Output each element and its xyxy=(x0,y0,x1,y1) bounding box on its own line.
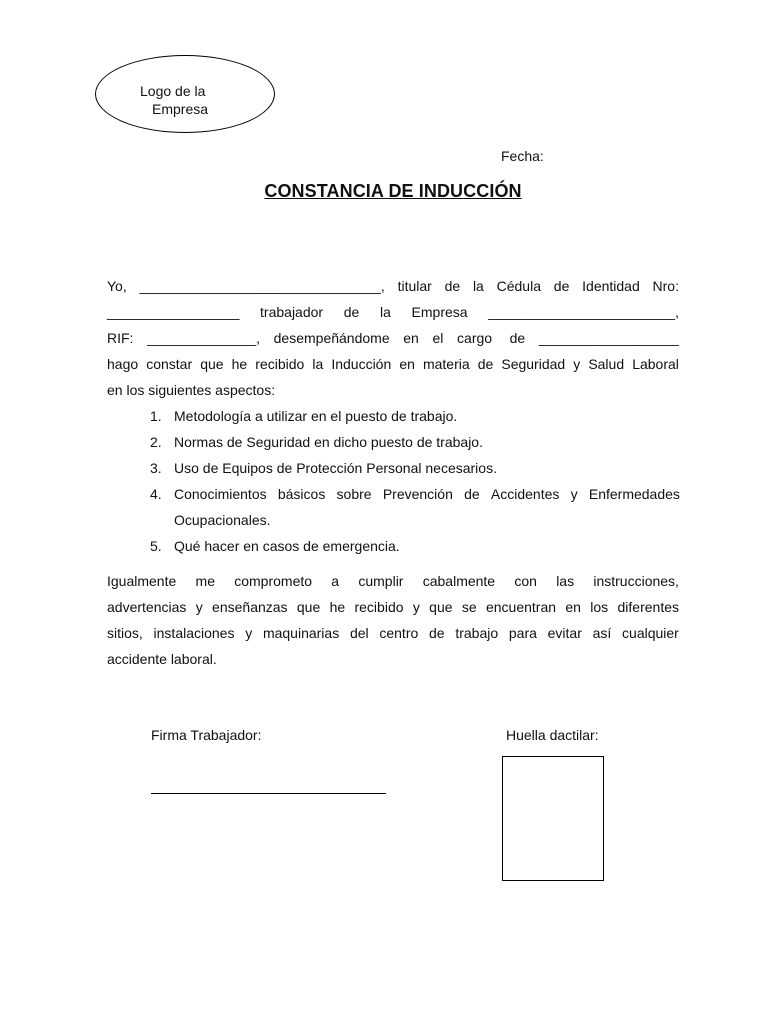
word: que xyxy=(296,599,321,615)
word: instalaciones xyxy=(153,625,235,641)
word: de xyxy=(553,278,570,294)
worker-signature-label: Firma Trabajador: xyxy=(151,727,262,743)
word: cabalmente xyxy=(422,573,496,589)
word: sitios, xyxy=(107,625,143,641)
list-item xyxy=(150,403,680,429)
word: he xyxy=(329,599,346,615)
word: evitar xyxy=(547,625,582,641)
word: recibido xyxy=(255,356,305,372)
document-title: CONSTANCIA DE INDUCCIÓN xyxy=(264,181,522,201)
word: advertencias xyxy=(107,599,187,615)
word: cualquier xyxy=(622,625,679,641)
word: y xyxy=(195,599,203,615)
word: me xyxy=(195,573,215,589)
word: y xyxy=(245,625,253,641)
list-item-number: 2. xyxy=(150,434,162,450)
word: Laboral xyxy=(632,356,679,372)
word: maquinarias xyxy=(262,625,340,641)
word: el xyxy=(432,330,444,346)
logo-line-2: Empresa xyxy=(152,101,209,117)
word: y xyxy=(412,599,420,615)
word: trabajo xyxy=(455,625,499,641)
word: de xyxy=(505,330,526,346)
word: instrucciones, xyxy=(593,573,679,589)
commitment-paragraph xyxy=(107,568,679,672)
word: he xyxy=(231,356,248,372)
word: Empresa xyxy=(411,304,468,320)
paragraph2-line1 xyxy=(107,568,679,594)
word: trabajador xyxy=(260,304,324,320)
word: centro xyxy=(379,625,419,641)
word: de xyxy=(444,278,461,294)
word: y xyxy=(573,356,581,372)
word: con xyxy=(514,573,537,589)
paragraph1-line1 xyxy=(107,273,679,299)
word: diferentes xyxy=(617,599,679,615)
list-item xyxy=(150,481,680,533)
word: materia xyxy=(422,356,470,372)
word: la xyxy=(472,278,484,294)
paragraph1-line5: en los siguientes aspectos: xyxy=(107,382,276,398)
list-item-number: 4. xyxy=(150,486,162,502)
word: constar xyxy=(146,356,193,372)
word: titular xyxy=(397,278,432,294)
list-item-text: Qué hacer en casos de emergencia. xyxy=(174,538,400,554)
paragraph1-line4 xyxy=(107,351,679,377)
word: del xyxy=(349,625,369,641)
word: Nro: xyxy=(652,278,679,294)
word: en xyxy=(565,599,581,615)
word: comprometo xyxy=(234,573,313,589)
word: de xyxy=(477,356,494,372)
word: en xyxy=(399,356,415,372)
word: ______________, xyxy=(147,330,260,346)
word: las xyxy=(556,573,575,589)
word: sobre xyxy=(336,486,372,502)
list-item-text xyxy=(174,481,680,507)
word: de xyxy=(464,486,480,502)
word: Cédula xyxy=(496,278,541,294)
word: que xyxy=(200,356,224,372)
word: para xyxy=(508,625,537,641)
paragraph2-line4: accidente laboral. xyxy=(107,651,217,667)
fingerprint-label: Huella dactilar: xyxy=(506,727,599,743)
list-item-number: 5. xyxy=(150,538,162,554)
list-item-text: Metodología a utilizar en el puesto de trabajo. xyxy=(174,408,458,424)
word: Igualmente xyxy=(107,573,177,589)
signature-line[interactable] xyxy=(151,793,386,794)
word: Yo, xyxy=(107,278,127,294)
word: Inducción xyxy=(331,356,392,372)
paragraph2-line3 xyxy=(107,620,679,646)
word: ________________________, xyxy=(488,304,679,320)
word: y xyxy=(570,486,578,502)
word: recibido xyxy=(354,599,404,615)
word: los xyxy=(590,599,609,615)
word: Accidentes xyxy=(490,486,560,502)
word: Identidad xyxy=(582,278,640,294)
logo-line-1: Logo de la xyxy=(140,83,206,99)
declaration-paragraph xyxy=(107,273,679,403)
word: así xyxy=(592,625,612,641)
date-label: Fecha: xyxy=(501,148,544,164)
word: __________________ xyxy=(538,330,679,346)
induction-aspects-list xyxy=(150,403,680,559)
word: se xyxy=(461,599,477,615)
list-item-text: Normas de Seguridad en dicho puesto de trabajo. xyxy=(174,434,483,450)
list-item xyxy=(150,533,680,559)
paragraph1-line2 xyxy=(107,299,679,325)
list-item xyxy=(150,455,680,481)
word: enseñanzas xyxy=(212,599,288,615)
word: Salud xyxy=(588,356,625,372)
word: hago xyxy=(107,356,139,372)
word: Prevención xyxy=(382,486,453,502)
word: que xyxy=(429,599,453,615)
word: en xyxy=(403,330,419,346)
list-item-text-continued: Ocupacionales. xyxy=(174,512,271,528)
word: encuentran xyxy=(485,599,557,615)
word: _______________________________, xyxy=(139,278,385,294)
word: cargo xyxy=(457,330,493,346)
word: básicos xyxy=(277,486,326,502)
company-logo-text xyxy=(140,82,240,118)
list-item-number: 1. xyxy=(150,408,162,424)
word: RIF: xyxy=(107,330,134,346)
word: Conocimientos xyxy=(174,486,267,502)
word: cumplir xyxy=(358,573,404,589)
fingerprint-box[interactable] xyxy=(502,756,604,881)
word: de xyxy=(429,625,445,641)
word: de xyxy=(343,304,360,320)
list-item-number: 3. xyxy=(150,460,162,476)
word: Enfermedades xyxy=(588,486,680,502)
word: a xyxy=(331,573,340,589)
list-item-text: Uso de Equipos de Protección Personal necesarios. xyxy=(174,460,497,476)
paragraph2-line2 xyxy=(107,594,679,620)
word: _________________ xyxy=(107,304,240,320)
paragraph1-line3 xyxy=(107,325,679,351)
list-item xyxy=(150,429,680,455)
word: desempeñándome xyxy=(273,330,390,346)
word: la xyxy=(312,356,324,372)
word: Seguridad xyxy=(501,356,566,372)
word: la xyxy=(379,304,391,320)
